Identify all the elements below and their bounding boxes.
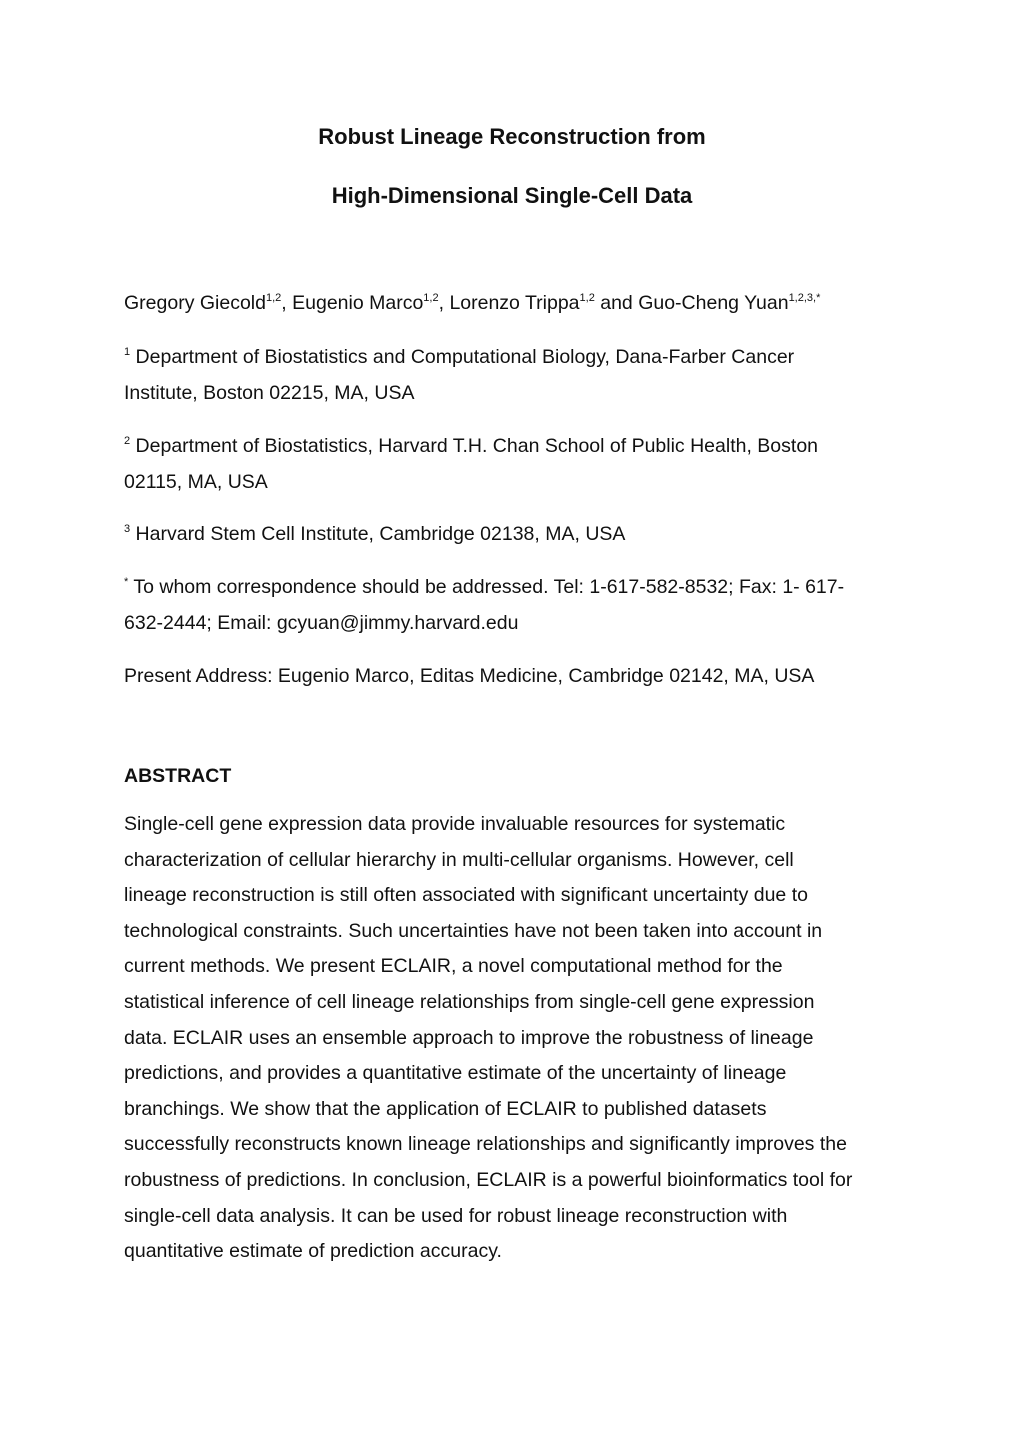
affiliation-3 [124,517,904,553]
abstract-line: data. ECLAIR uses an ensemble approach to improve the robustness of lineage [124,1026,814,1049]
correspondence-text: 632-2444; Email: gcyuan@jimmy.harvard.edu [124,611,519,634]
affiliation-text: Harvard Stem Cell Institute, Cambridge 02138, MA, USA [135,523,626,545]
author-separator: and [594,292,639,314]
correspondence-mark: * [124,576,129,588]
affiliation-text: 02115, MA, USA [124,470,268,493]
abstract-line: branchings. We show that the application of ECLAIR to published datasets [124,1097,767,1120]
author-separator: , [438,292,450,314]
abstract-line: lineage reconstruction is still often associated with significant uncertainty due to [124,884,808,907]
author-separator: , [281,292,293,314]
abstract-line: technological constraints. Such uncertainties have not been taken into account in [124,919,823,942]
abstract-body [124,807,914,1270]
author-name: Guo-Cheng Yuan [638,292,789,314]
affiliation-text: Department of Biostatistics, Harvard T.H. Chan School of Public Health, Boston [135,435,819,457]
present-address: Present Address: Eugenio Marco, Editas Medicine, Cambridge 02142, MA, USA [124,665,815,687]
abstract-line: Single-cell gene expression data provide invaluable resources for systematic [124,813,786,835]
author-name: Eugenio Marco [292,292,424,314]
author-affiliation-marks: 1,2 [579,292,595,304]
affiliation-2 [124,429,904,500]
abstract-heading: ABSTRACT [124,765,232,787]
author-name: Gregory Giecold [124,292,266,314]
abstract-line: characterization of cellular hierarchy in multi-cellular organisms. However, cell [124,848,794,871]
abstract-line: robustness of predictions. In conclusion, ECLAIR is a powerful bioinformatics tool for [124,1168,853,1191]
abstract-line: successfully reconstructs known lineage relationships and significantly improves the [124,1133,847,1156]
paper-title-line-2: High-Dimensional Single-Cell Data [331,183,693,208]
abstract-line: predictions, and provides a quantitative estimate of the uncertainty of lineage [124,1062,787,1085]
correspondence-note [124,570,904,641]
author-affiliation-marks: 1,2,3,* [788,292,821,304]
correspondence-text: To whom correspondence should be addressed. Tel: 1-617-582-8532; Fax: 1- 617- [133,576,845,598]
author-affiliation-marks: 1,2 [265,292,282,304]
abstract-line: quantitative estimate of prediction accuracy. [124,1240,502,1263]
affiliation-mark: 1 [124,346,131,358]
paper-title-line-1: Robust Lineage Reconstruction from [318,124,706,149]
abstract-line: single-cell data analysis. It can be used for robust lineage reconstruction with [124,1204,788,1227]
affiliation-text: Institute, Boston 02215, MA, USA [124,381,415,404]
author-name: Lorenzo Trippa [449,292,580,314]
affiliation-mark: 2 [124,435,131,447]
affiliation-1 [124,340,904,411]
affiliation-mark: 3 [124,523,131,535]
affiliation-text: Department of Biostatistics and Computational Biology, Dana-Farber Cancer [135,346,795,368]
author-affiliation-marks: 1,2 [423,292,439,304]
abstract-line: statistical inference of cell lineage relationships from single-cell gene expression [124,990,815,1013]
author-list [124,292,820,315]
abstract-line: current methods. We present ECLAIR, a novel computational method for the [124,955,783,978]
